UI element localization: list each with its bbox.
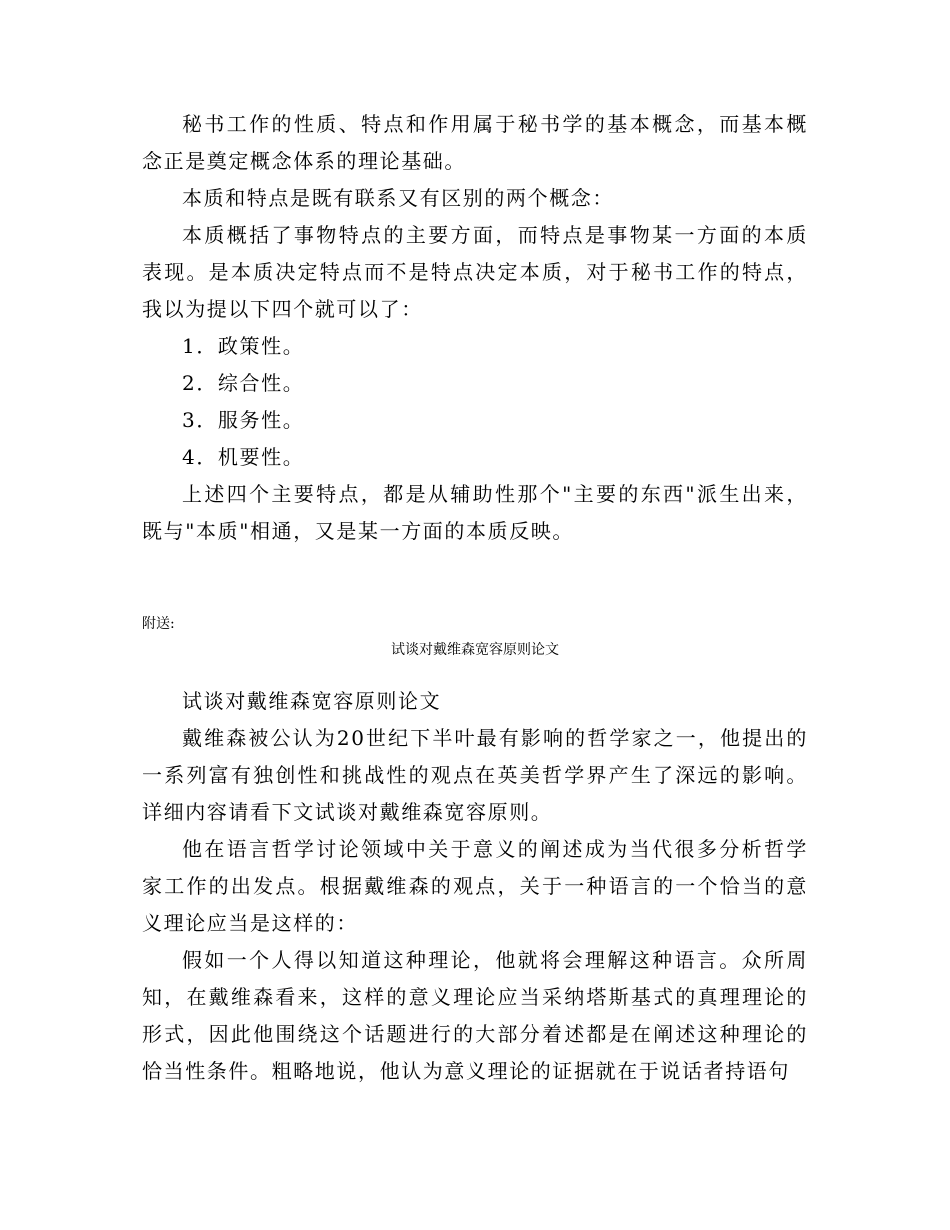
paragraph-essence-summary: 本质概括了事物特点的主要方面，而特点是事物某一方面的本质表现。是本质决定特点而不是特点决定本质，对于秘书工作的特点，我以为提以下四个就可以了： (142, 223, 808, 321)
appendix-title: 试谈对戴维森宽容原则论文 (391, 642, 559, 658)
list-item-confidential: 4．机要性。 (182, 445, 305, 469)
paragraph-tarski-truth-theory: 假如一个人得以知道这种理论，他就将会理解这种语言。众所周知，在戴维森看来，这样的意义理论应当采纳塔斯基式的真理理论的形式，因此他围绕这个话题进行的大部分着述都是在阐述这种理论的恰当性条件。粗略地说，他认为意义理论的证据就在于说话者持语句 (142, 948, 808, 1083)
paragraph-nature-concepts: 秘书工作的性质、特点和作用属于秘书学的基本概念，而基本概念正是奠定概念体系的理论基础。 (142, 112, 808, 173)
list-item-comprehensive: 2．综合性。 (182, 371, 305, 395)
paragraph-essay-heading: 试谈对戴维森宽容原则论文 (182, 689, 442, 713)
paragraph-essence-and-features: 本质和特点是既有联系又有区别的两个概念： (182, 186, 614, 210)
appendix-label: 附送: (142, 616, 175, 632)
appendix-section (142, 683, 808, 1090)
list-item-service: 3．服务性。 (182, 408, 305, 432)
paragraph-davidson-intro: 戴维森被公认为20世纪下半叶最有影响的哲学家之一，他提出的一系列富有独创性和挑战性的观点在英美哲学界产生了深远的影响。详细内容请看下文试谈对戴维森宽容原则。 (142, 726, 808, 824)
paragraph-meaning-theory: 他在语言哲学讨论领域中关于意义的阐述成为当代很多分析哲学家工作的出发点。根据戴维森的观点，关于一种语言的一个恰当的意义理论应当是这样的： (142, 837, 808, 935)
list-item-policy: 1．政策性。 (182, 334, 305, 358)
paragraph-features-conclusion: 上述四个主要特点，都是从辅助性那个"主要的东西"派生出来，既与"本质"相通，又是某一方面的本质反映。 (142, 482, 808, 543)
intro-section (142, 106, 808, 550)
